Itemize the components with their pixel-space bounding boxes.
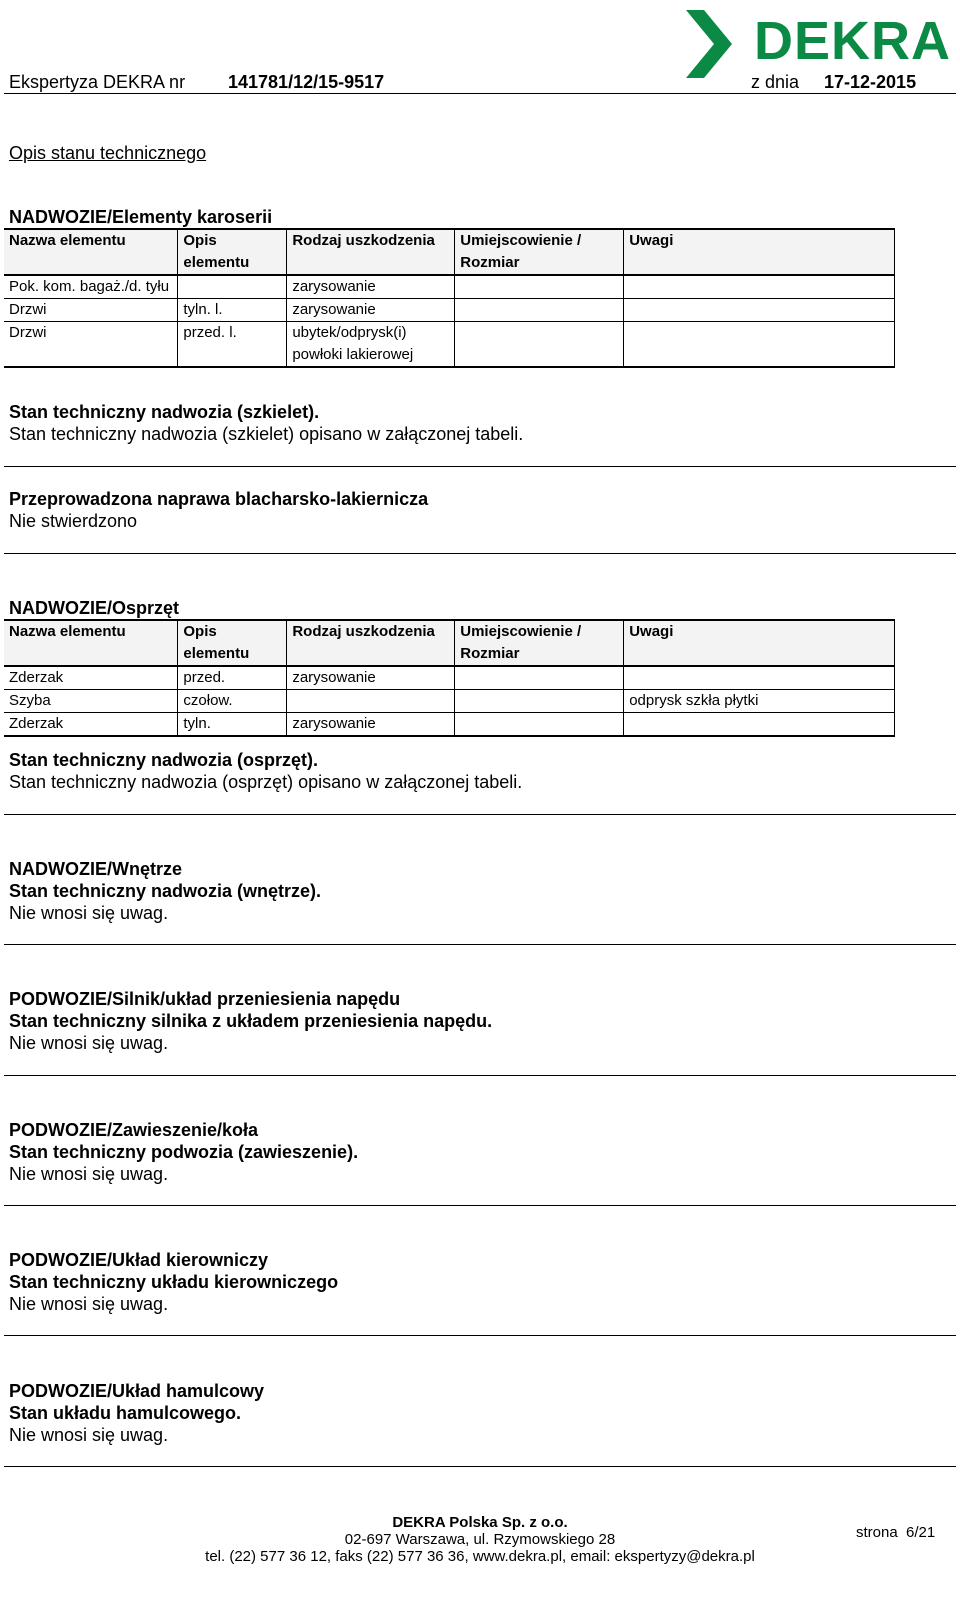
column-header: Rodzaj uszkodzenia	[287, 229, 455, 275]
suspension-title: PODWOZIE/Zawieszenie/koła	[9, 1120, 259, 1140]
repair-heading: Przeprowadzona naprawa blacharsko-lakiernicza	[9, 489, 429, 509]
column-header: Umiejscowienie / Rozmiar	[455, 620, 624, 666]
logo-wordmark: DEKRA	[754, 11, 952, 71]
interior-title: NADWOZIE/Wnętrze	[9, 859, 182, 879]
footer-company: DEKRA Polska Sp. z o.o.	[392, 1514, 568, 1531]
fittings-state-text: Stan techniczny nadwozia (osprzęt) opisano w załączonej tabeli.	[9, 772, 523, 792]
section-divider	[4, 1075, 956, 1076]
table-cell: ubytek/odprysk(i) powłoki lakierowej	[287, 322, 455, 368]
table-row	[4, 322, 895, 368]
table-row	[4, 275, 895, 299]
interior-heading: Stan techniczny nadwozia (wnętrze).	[9, 881, 322, 901]
table-cell: tyln.	[178, 713, 287, 737]
column-header: Opis elementu	[178, 620, 287, 666]
steering-title: PODWOZIE/Układ kierowniczy	[9, 1250, 269, 1270]
table-row	[4, 299, 895, 322]
table-cell	[455, 666, 624, 690]
table-row	[4, 713, 895, 737]
repair-text: Nie stwierdzono	[9, 511, 138, 531]
table-cell: tyln. l.	[178, 299, 287, 322]
column-header: Rodzaj uszkodzenia	[287, 620, 455, 666]
steering-heading: Stan techniczny układu kierowniczego	[9, 1272, 339, 1292]
page-number: 6/21	[906, 1524, 936, 1541]
engine-heading: Stan techniczny silnika z układem przeniesienia napędu.	[9, 1011, 493, 1031]
section-divider	[4, 814, 956, 815]
interior-text: Nie wnosi się uwag.	[9, 903, 169, 923]
table-cell	[455, 275, 624, 299]
brakes-text: Nie wnosi się uwag.	[9, 1425, 169, 1445]
header-divider	[4, 93, 956, 94]
table-cell	[624, 322, 895, 368]
column-header: Opis elementu	[178, 229, 287, 275]
table-header-row	[4, 620, 895, 666]
fittings-title: NADWOZIE/Osprzęt	[9, 598, 180, 618]
footer-divider	[4, 1466, 956, 1467]
table-cell	[624, 666, 895, 690]
table-cell	[178, 275, 287, 299]
fittings-table	[4, 619, 895, 737]
table-cell: odprysk szkła płytki	[624, 690, 895, 713]
table-cell	[455, 299, 624, 322]
table-row	[4, 666, 895, 690]
report-date: 17-12-2015	[824, 72, 917, 92]
body-state-heading: Stan techniczny nadwozia (szkielet).	[9, 402, 320, 422]
date-label: z dnia	[751, 72, 800, 92]
brakes-heading: Stan układu hamulcowego.	[9, 1403, 242, 1423]
dekra-logo	[698, 6, 960, 82]
body-elements-table	[4, 228, 895, 368]
suspension-heading: Stan techniczny podwozia (zawieszenie).	[9, 1142, 359, 1162]
fittings-state-heading: Stan techniczny nadwozia (osprzęt).	[9, 750, 319, 770]
expertise-label: Ekspertyza DEKRA nr	[9, 72, 186, 92]
engine-text: Nie wnosi się uwag.	[9, 1033, 169, 1053]
table-cell: Drzwi	[4, 299, 178, 322]
dekra-arrow-icon	[676, 6, 756, 82]
table-cell	[455, 713, 624, 737]
table-cell	[455, 690, 624, 713]
section-divider	[4, 944, 956, 945]
column-header: Uwagi	[624, 229, 895, 275]
column-header: Nazwa elementu	[4, 620, 178, 666]
table-cell: Szyba	[4, 690, 178, 713]
table-cell: zarysowanie	[287, 666, 455, 690]
section-divider	[4, 1335, 956, 1336]
table-cell: Pok. kom. bagaż./d. tyłu	[4, 275, 178, 299]
table-cell	[624, 299, 895, 322]
body-state-text: Stan techniczny nadwozia (szkielet) opisano w załączonej tabeli.	[9, 424, 524, 444]
table-cell: Zderzak	[4, 666, 178, 690]
section-divider	[4, 466, 956, 467]
body-elements-title: NADWOZIE/Elementy karoserii	[9, 207, 273, 227]
table-cell	[287, 690, 455, 713]
section-divider	[4, 553, 956, 554]
table-cell: przed. l.	[178, 322, 287, 368]
engine-title: PODWOZIE/Silnik/układ przeniesienia napędu	[9, 989, 401, 1009]
table-header-row	[4, 229, 895, 275]
table-cell: zarysowanie	[287, 275, 455, 299]
column-header: Umiejscowienie / Rozmiar	[455, 229, 624, 275]
table-cell: czołow.	[178, 690, 287, 713]
table-cell	[624, 713, 895, 737]
column-header: Uwagi	[624, 620, 895, 666]
table-cell	[455, 322, 624, 368]
section-divider	[4, 1205, 956, 1206]
table-cell: przed.	[178, 666, 287, 690]
table-cell: Zderzak	[4, 713, 178, 737]
page-label: strona	[856, 1524, 898, 1541]
steering-text: Nie wnosi się uwag.	[9, 1294, 169, 1314]
section-title: Opis stanu technicznego	[9, 143, 207, 163]
table-row	[4, 690, 895, 713]
suspension-text: Nie wnosi się uwag.	[9, 1164, 169, 1184]
brakes-title: PODWOZIE/Układ hamulcowy	[9, 1381, 265, 1401]
footer-address: 02-697 Warszawa, ul. Rzymowskiego 28	[344, 1531, 616, 1548]
table-cell	[624, 275, 895, 299]
table-cell: Drzwi	[4, 322, 178, 368]
expertise-number: 141781/12/15-9517	[228, 72, 385, 92]
table-cell: zarysowanie	[287, 713, 455, 737]
footer-contact: tel. (22) 577 36 12, faks (22) 577 36 36, www.dekra.pl, email: ekspertyzy@dekra.pl	[205, 1548, 755, 1565]
table-cell: zarysowanie	[287, 299, 455, 322]
column-header: Nazwa elementu	[4, 229, 178, 275]
